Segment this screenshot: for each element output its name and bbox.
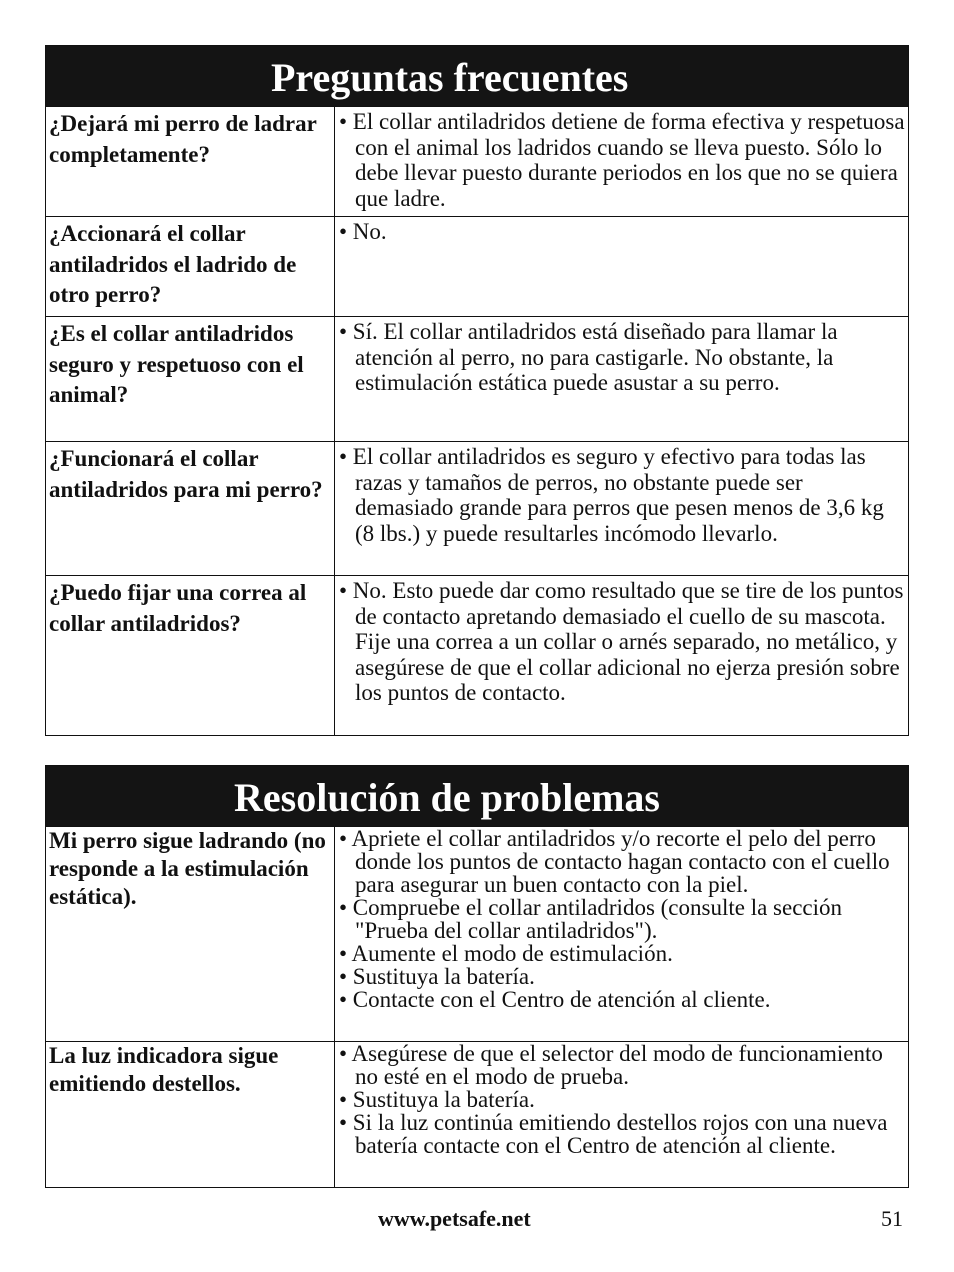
- solution-item: • Asegúrese de que el selector del modo de funcionamiento no esté en el modo de prueba.: [339, 1041, 883, 1089]
- faq-question: ¿Puedo fijar una correa al collar antiladridos?: [46, 576, 335, 735]
- page-number: 51: [881, 1206, 903, 1231]
- footer-url: www.petsafe.net: [378, 1206, 531, 1231]
- faq-question: ¿Funcionará el collar antiladridos para mi perro?: [46, 442, 335, 575]
- faq-table: [45, 45, 909, 736]
- solution-item: • Compruebe el collar antiladridos (consulte la sección "Prueba del collar antiladridos").: [339, 895, 843, 943]
- faq-row: [46, 575, 908, 735]
- faq-answer: [335, 576, 908, 735]
- troubleshooting-solutions: [335, 1042, 908, 1187]
- solution-item: • Contacte con el Centro de atención al cliente.: [339, 987, 771, 1012]
- troubleshooting-table: [45, 765, 909, 1188]
- faq-row: [46, 316, 908, 441]
- troubleshooting-problem: Mi perro sigue ladrando (no responde a la estimulación estática).: [46, 827, 335, 1041]
- solution-item: • Apriete el collar antiladridos y/o recorte el pelo del perro donde los puntos de contacto hagan contacto con el cuello para asegurar un buen contacto con la piel.: [339, 826, 890, 897]
- faq-question: ¿Accionará el collar antiladridos el ladrido de otro perro?: [46, 217, 335, 316]
- troubleshooting-problem: La luz indicadora sigue emitiendo destellos.: [46, 1042, 335, 1187]
- troubleshooting-title: Resolución de problemas: [46, 766, 908, 826]
- answer-item: • Sí. El collar antiladridos está diseñado para llamar la atención al perro, no para castigarle. No obstante, la estimulación estática puede asustar a su perro.: [339, 319, 838, 395]
- faq-row: [46, 216, 908, 316]
- answer-item: • El collar antiladridos detiene de forma efectiva y respetuosa con el animal los ladridos cuando se lleva puesto. Sólo lo debe llevar puesto durante periodos en los que no se quiera que ladre.: [339, 109, 905, 211]
- solution-item: • Sustituya la batería.: [339, 964, 535, 989]
- faq-row: [46, 106, 908, 216]
- answer-item: • No. Esto puede dar como resultado que se tire de los puntos de contacto apretando demasiado el cuello de su mascota. Fije una correa a un collar o arnés separado, no metálico, y asegúrese de que el collar adicional no ejerza presión sobre los puntos de contacto.: [339, 578, 904, 705]
- solution-item: • Aumente el modo de estimulación.: [339, 941, 673, 966]
- faq-answer: [335, 107, 908, 216]
- faq-title: Preguntas frecuentes: [46, 46, 908, 106]
- faq-question: ¿Dejará mi perro de ladrar completamente?: [46, 107, 335, 216]
- solution-item: • Si la luz continúa emitiendo destellos rojos con una nueva batería contacte con el Centro de atención al cliente.: [339, 1110, 888, 1158]
- faq-question: ¿Es el collar antiladridos seguro y respetuoso con el animal?: [46, 317, 335, 441]
- solution-item: • Sustituya la batería.: [339, 1087, 535, 1112]
- troubleshooting-row: [46, 826, 908, 1041]
- troubleshooting-row: [46, 1041, 908, 1187]
- faq-answer: [335, 217, 908, 316]
- answer-item: • El collar antiladridos es seguro y efectivo para todas las razas y tamaños de perros, no obstante puede ser demasiado grande para perros que pesen menos de 3,6 kg (8 lbs.) y puede resultarles incómodo llevarlo.: [339, 444, 884, 546]
- troubleshooting-solutions: [335, 827, 908, 1041]
- faq-answer: [335, 442, 908, 575]
- answer-item: • No.: [339, 219, 387, 244]
- faq-answer: [335, 317, 908, 441]
- faq-row: [46, 441, 908, 575]
